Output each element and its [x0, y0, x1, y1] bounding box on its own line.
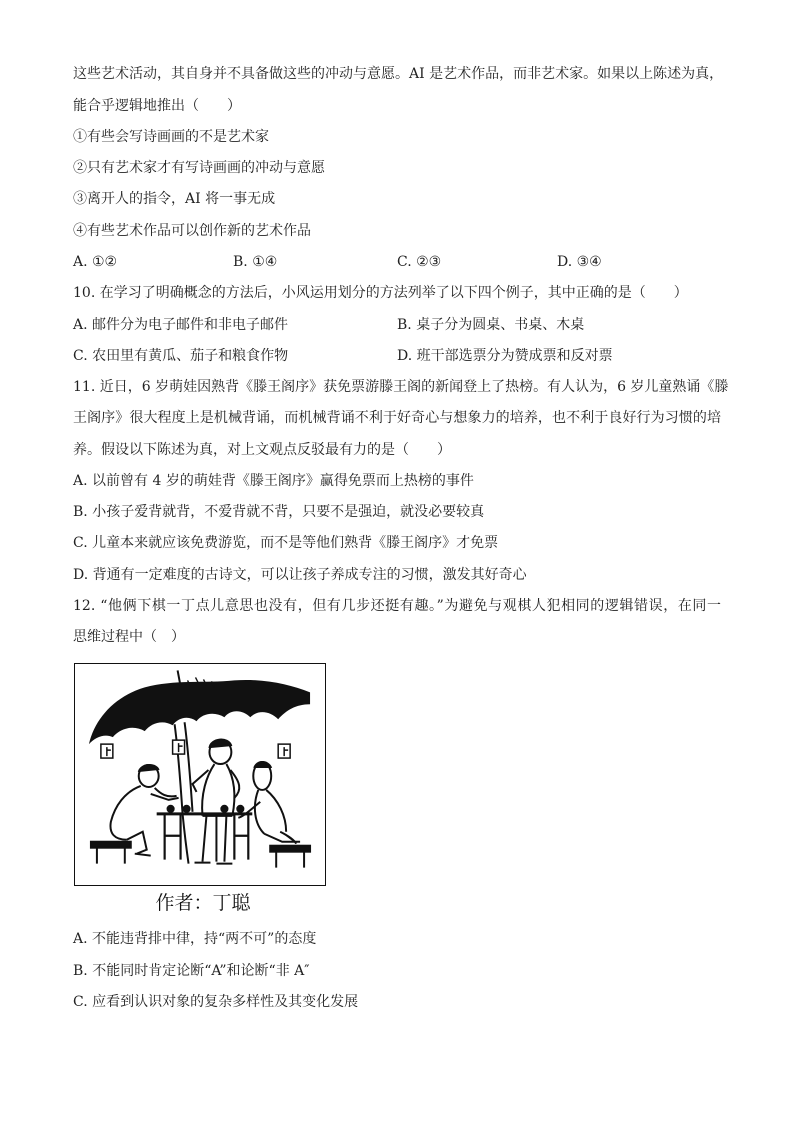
q10-option-b: B. 桌子分为圆桌、书桌、木桌 [397, 316, 585, 333]
q12-stem-line: 12. “他俩下棋一丁点儿意思也没有，但有几步还挺有趣。”为避免与观棋人犯相同的逻辑错误，在同一 [73, 597, 721, 614]
hanging-sign [173, 740, 185, 754]
q11-stem-line: 11. 近日，6 岁萌娃因熟背《滕王阁序》获免票游滕王阁的新闻登上了热榜。有人认为，6 岁儿童熟诵《滕 [73, 379, 729, 396]
figure-caption: 作者：丁聪 [155, 892, 251, 914]
q9-option-d: D. ③④ [557, 253, 602, 270]
q11-option-b: B. 小孩子爱背就背，不爱背就不背，只要不是强迫，就没必要较真 [73, 504, 485, 521]
q9-statement: ④有些艺术作品可以创作新的艺术作品 [73, 222, 311, 239]
standing-onlooker [193, 740, 240, 864]
q12-stem-line: 思维过程中（ ） [73, 629, 185, 646]
q9-statement: ③离开人的指令，AI 将一事无成 [73, 191, 276, 208]
left-stool [91, 842, 131, 864]
q12-option-a: A. 不能违背排中律，持“两不可”的态度 [73, 931, 317, 948]
q11-stem-line: 养。假设以下陈述为真，对上文观点反驳最有力的是（ ） [73, 441, 451, 458]
q9-option-b: B. ①④ [233, 253, 278, 270]
q9-statement: ②只有艺术家才有写诗画画的冲动与意愿 [73, 160, 325, 177]
q10-options-row [73, 310, 723, 341]
q9-option-a: A. ①② [73, 253, 118, 270]
q9-stem-line: 这些艺术活动，其自身并不具备做这些的冲动与意愿。AI 是艺术作品，而非艺术家。如果以上陈述为真， [73, 66, 724, 83]
q10-options-row [73, 341, 723, 372]
q10-option-a: A. 邮件分为电子邮件和非电子邮件 [73, 316, 289, 333]
q11-option-d: D. 背通有一定难度的古诗文，可以让孩子养成专注的习惯，激发其好奇心 [73, 566, 527, 583]
q11-stem-line: 王阁序》很大程度上是机械背诵，而机械背诵不利于好奇心与想象力的培养，也不利于良好行为习惯的培 [73, 410, 721, 427]
q12-option-b: B. 不能同时肯定论断“A”和论断“非 A″ [73, 962, 310, 979]
question-block [73, 59, 729, 653]
cartoon-drawing [75, 664, 324, 884]
hanging-sign [278, 744, 290, 758]
q9-statement: ①有些会写诗画画的不是艺术家 [73, 128, 269, 145]
hanging-sign [101, 744, 113, 758]
right-stool [270, 846, 310, 868]
q9-stem-line: 能合乎逻辑地推出（ ） [73, 97, 241, 114]
q12-option-c: C. 应看到认识对象的复杂多样性及其变化发展 [73, 993, 359, 1010]
q11-option-c: C. 儿童本来就应该免费游览，而不是等他们熟背《滕王阁序》才免票 [73, 535, 499, 552]
q9-option-c: C. ②③ [397, 253, 442, 270]
q9-options [73, 247, 723, 278]
q11-option-a: A. 以前曾有 4 岁的萌娃背《滕王阁序》赢得免票而上热榜的事件 [73, 472, 474, 489]
cartoon-figure [74, 663, 326, 886]
q12-options [73, 924, 723, 1018]
tree-canopy [89, 670, 310, 744]
q10-stem: 10. 在学习了明确概念的方法后，小风运用划分的方法列举了以下四个例子，其中正确的是（ ） [73, 285, 688, 302]
q10-option-c: C. 农田里有黄瓜、茄子和粮食作物 [73, 347, 289, 364]
q10-option-d: D. 班干部选票分为赞成票和反对票 [397, 347, 613, 364]
